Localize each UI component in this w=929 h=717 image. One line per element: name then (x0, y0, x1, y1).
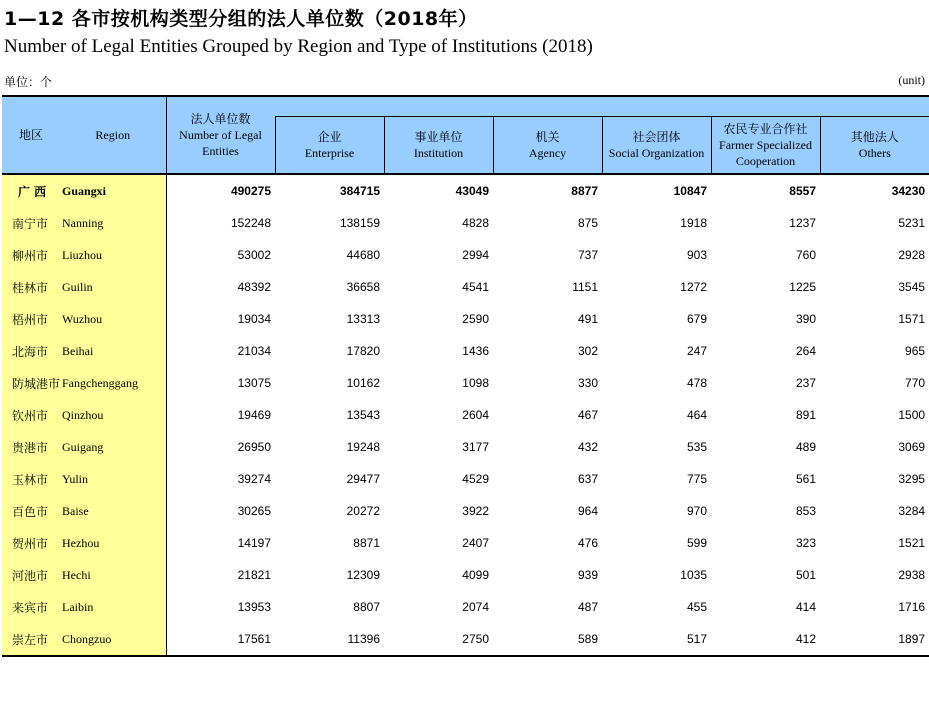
region-name-english: Baise (60, 495, 166, 527)
header-category-gap (275, 96, 929, 117)
table-row (2, 431, 929, 463)
cell-others: 1571 (898, 312, 926, 326)
cell-social: 535 (686, 440, 707, 454)
region-name-english: Beihai (60, 335, 166, 367)
cell-others: 770 (905, 376, 926, 390)
cell-social: 10847 (673, 184, 707, 198)
table-title-chinese: 1—12 各市按机构类型分组的法人单位数（2018年） (4, 8, 478, 30)
cell-institution: 3922 (462, 504, 489, 518)
cell-institution: 4541 (462, 280, 489, 294)
region-name-chinese: 崇左市 (2, 623, 60, 656)
cell-total: 21821 (237, 568, 271, 582)
region-name-chinese: 柳州市 (2, 239, 60, 271)
cell-agency: 330 (577, 376, 598, 390)
cell-enterprise: 138159 (339, 216, 380, 230)
cell-farmer: 853 (795, 504, 816, 518)
cell-others: 3545 (898, 280, 926, 294)
cell-social: 970 (686, 504, 707, 518)
cell-agency: 8877 (571, 184, 598, 198)
cell-enterprise: 11396 (275, 623, 384, 656)
cell-agency: 589 (493, 623, 602, 656)
region-name-chinese: 来宾市 (2, 591, 60, 623)
region-name-chinese: 河池市 (2, 559, 60, 591)
region-name-english: Qinzhou (60, 399, 166, 431)
cell-others: 1716 (898, 600, 926, 614)
cell-others: 3069 (898, 440, 926, 454)
cell-farmer: 891 (795, 408, 816, 422)
cell-others: 34230 (891, 184, 926, 198)
cell-others: 1897 (820, 623, 929, 656)
unit-label-english: (unit) (898, 73, 925, 87)
cell-social: 679 (686, 312, 707, 326)
cell-enterprise: 10162 (346, 376, 380, 390)
legal-entities-table (2, 95, 929, 657)
cell-social: 464 (686, 408, 707, 422)
cell-total: 14197 (237, 536, 271, 550)
header-farmer-cooperation: 农民专业合作社 Farmer Specialized Cooperation (711, 117, 820, 175)
cell-institution: 2074 (462, 600, 489, 614)
header-institution: 事业单位 Institution (384, 117, 493, 175)
cell-enterprise: 13313 (346, 312, 380, 326)
cell-total: 490275 (230, 184, 271, 198)
cell-others: 3295 (898, 472, 926, 486)
header-social-organization: 社会团体 Social Organization (602, 117, 711, 175)
region-name-chinese: 钦州市 (2, 399, 60, 431)
region-name-english: Nanning (60, 207, 166, 239)
table-row (2, 527, 929, 559)
cell-agency: 1151 (572, 280, 598, 294)
cell-institution: 2994 (462, 248, 489, 262)
region-name-english: Liuzhou (60, 239, 166, 271)
cell-social: 455 (686, 600, 707, 614)
cell-social: 775 (686, 472, 707, 486)
table-row (2, 367, 929, 399)
table-row (2, 207, 929, 239)
region-name-chinese: 南宁市 (2, 207, 60, 239)
cell-enterprise: 12309 (346, 568, 380, 582)
region-name-english: Hezhou (60, 527, 166, 559)
region-name-english: Fangchenggang (60, 367, 166, 399)
cell-total: 17561 (166, 623, 275, 656)
cell-social: 478 (686, 376, 707, 390)
cell-farmer: 501 (795, 568, 816, 582)
region-name-chinese: 梧州市 (2, 303, 60, 335)
cell-farmer: 414 (795, 600, 816, 614)
header-region-cn: 地区 (2, 96, 60, 174)
cell-farmer: 489 (795, 440, 816, 454)
cell-institution: 1098 (462, 376, 489, 390)
region-name-english: Yulin (60, 463, 166, 495)
table-row (2, 495, 929, 527)
cell-institution: 2750 (384, 623, 493, 656)
cell-total: 48392 (237, 280, 271, 294)
table-row (2, 303, 929, 335)
region-name-chinese: 桂林市 (2, 271, 60, 303)
cell-agency: 491 (577, 312, 598, 326)
region-name-english: Guilin (60, 271, 166, 303)
region-name-chinese: 玉林市 (2, 463, 60, 495)
cell-enterprise: 44680 (346, 248, 380, 262)
region-name-chinese: 北海市 (2, 335, 60, 367)
cell-social: 903 (686, 248, 707, 262)
cell-institution: 2407 (462, 536, 489, 550)
cell-others: 3284 (898, 504, 926, 518)
cell-farmer: 412 (711, 623, 820, 656)
cell-agency: 432 (577, 440, 598, 454)
cell-farmer: 1237 (789, 216, 816, 230)
cell-farmer: 8557 (789, 184, 816, 198)
table-row (2, 239, 929, 271)
table-row (2, 399, 929, 431)
cell-farmer: 323 (795, 536, 816, 550)
cell-others: 5231 (898, 216, 926, 230)
cell-agency: 737 (577, 248, 598, 262)
cell-institution: 43049 (455, 184, 489, 198)
cell-others: 965 (905, 344, 926, 358)
cell-enterprise: 36658 (346, 280, 380, 294)
cell-total: 13075 (237, 376, 271, 390)
cell-agency: 467 (577, 408, 598, 422)
cell-farmer: 1225 (789, 280, 816, 294)
table-row (2, 463, 929, 495)
cell-agency: 302 (577, 344, 598, 358)
cell-total: 19034 (237, 312, 271, 326)
region-name-english: Wuzhou (60, 303, 166, 335)
header-enterprise: 企业 Enterprise (275, 117, 384, 175)
cell-others: 2938 (898, 568, 926, 582)
cell-farmer: 760 (795, 248, 816, 262)
region-name-chinese: 广 西 (2, 174, 60, 207)
unit-label-chinese: 单位：个 (4, 75, 53, 89)
cell-institution: 3177 (462, 440, 489, 454)
cell-others: 1500 (898, 408, 926, 422)
cell-institution: 2590 (462, 312, 489, 326)
header-agency: 机关 Agency (493, 117, 602, 175)
region-name-chinese: 百色市 (2, 495, 60, 527)
cell-enterprise: 20272 (346, 504, 380, 518)
cell-total: 21034 (237, 344, 271, 358)
cell-farmer: 390 (795, 312, 816, 326)
cell-total: 19469 (237, 408, 271, 422)
cell-others: 2928 (898, 248, 926, 262)
cell-farmer: 264 (795, 344, 816, 358)
table-header (2, 96, 929, 174)
cell-institution: 4529 (462, 472, 489, 486)
cell-social: 1035 (680, 568, 707, 582)
table-row (2, 591, 929, 623)
header-region-en: Region (60, 96, 166, 174)
cell-enterprise: 384715 (339, 184, 380, 198)
table-body (2, 174, 929, 656)
cell-institution: 4099 (462, 568, 489, 582)
region-name-english: Guigang (60, 431, 166, 463)
region-name-english: Laibin (60, 591, 166, 623)
cell-agency: 875 (577, 216, 598, 230)
cell-total: 13953 (237, 600, 271, 614)
cell-farmer: 237 (795, 376, 816, 390)
table-title-english: Number of Legal Entities Grouped by Region and Type of Institutions (2018) (4, 36, 593, 57)
cell-agency: 476 (577, 536, 598, 550)
cell-others: 1521 (898, 536, 926, 550)
region-name-chinese: 贺州市 (2, 527, 60, 559)
region-name-english: Chongzuo (60, 623, 166, 656)
cell-total: 26950 (237, 440, 271, 454)
table-row-total (2, 174, 929, 207)
cell-institution: 1436 (462, 344, 489, 358)
cell-social: 517 (602, 623, 711, 656)
cell-total: 39274 (237, 472, 271, 486)
cell-enterprise: 17820 (346, 344, 380, 358)
cell-social: 599 (686, 536, 707, 550)
region-name-chinese: 防城港市 (2, 367, 60, 399)
header-total: 法人单位数 Number of Legal Entities (166, 96, 275, 174)
cell-social: 247 (686, 344, 707, 358)
cell-agency: 637 (577, 472, 598, 486)
header-others: 其他法人 Others (820, 117, 929, 175)
cell-agency: 487 (577, 600, 598, 614)
table-row (2, 335, 929, 367)
table-row (2, 271, 929, 303)
cell-agency: 964 (577, 504, 598, 518)
cell-enterprise: 19248 (346, 440, 380, 454)
cell-agency: 939 (577, 568, 598, 582)
cell-farmer: 561 (795, 472, 816, 486)
cell-social: 1918 (680, 216, 707, 230)
region-name-english: Hechi (60, 559, 166, 591)
table-row (2, 559, 929, 591)
cell-enterprise: 13543 (346, 408, 380, 422)
table-row (2, 623, 929, 656)
region-name-english: Guangxi (60, 174, 166, 207)
cell-enterprise: 8807 (353, 600, 380, 614)
cell-institution: 4828 (462, 216, 489, 230)
cell-institution: 2604 (462, 408, 489, 422)
cell-total: 152248 (230, 216, 271, 230)
region-name-chinese: 贵港市 (2, 431, 60, 463)
cell-total: 53002 (237, 248, 271, 262)
cell-enterprise: 8871 (353, 536, 380, 550)
cell-enterprise: 29477 (346, 472, 380, 486)
cell-total: 30265 (237, 504, 271, 518)
cell-social: 1272 (680, 280, 707, 294)
